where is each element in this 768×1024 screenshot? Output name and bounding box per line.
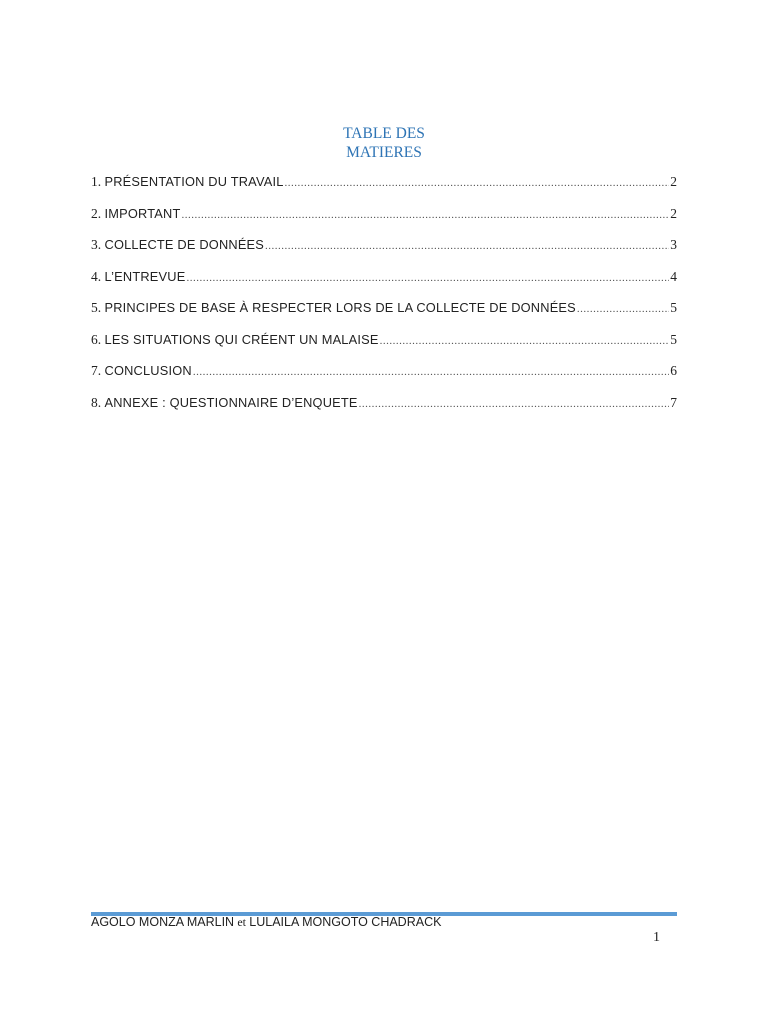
toc-entry[interactable] xyxy=(91,205,677,237)
toc-dot-leader xyxy=(577,300,669,318)
toc-entry-label xyxy=(91,236,264,254)
toc-dot-leader xyxy=(285,174,670,192)
toc-entry-label xyxy=(91,299,576,317)
toc-entry-page: 4 xyxy=(670,268,677,284)
toc-entry-page: 5 xyxy=(670,331,677,347)
toc-entry-label xyxy=(91,173,284,191)
toc-entry-text: PRÉSENTATION DU TRAVAIL xyxy=(104,174,284,189)
toc-entry-page: 3 xyxy=(670,237,677,252)
toc-entry[interactable] xyxy=(91,268,677,300)
toc-entry-number: 1. xyxy=(91,174,102,189)
toc-dot-leader xyxy=(265,237,669,255)
page-number: 1 xyxy=(653,930,660,945)
toc-title xyxy=(284,124,484,162)
toc-entry-page: 6 xyxy=(670,363,677,378)
toc-entry-page: 5 xyxy=(670,300,677,315)
toc-entry-number: 4. xyxy=(91,268,102,284)
toc-entry-page: 7 xyxy=(670,394,677,410)
toc-entry-text: IMPORTANT xyxy=(104,205,181,221)
toc-title-line1: TABLE DES xyxy=(343,125,425,142)
toc-entry-page: 2 xyxy=(670,205,677,221)
toc-entry-label xyxy=(91,268,185,286)
toc-entry-text: CONCLUSION xyxy=(104,363,192,378)
toc-entry-number: 2. xyxy=(91,205,102,221)
toc-entry-page: 2 xyxy=(670,174,677,189)
toc-dot-leader xyxy=(380,332,670,350)
footer-authors xyxy=(91,914,441,930)
toc-entry-number: 8. xyxy=(91,394,102,410)
toc-entry-label xyxy=(91,394,358,412)
toc-entry-label xyxy=(91,205,180,223)
toc-entry[interactable] xyxy=(91,173,677,205)
toc-entry-text: LES SITUATIONS QUI CRÉENT UN MALAISE xyxy=(104,331,379,347)
toc-title-line2: MATIERES xyxy=(346,144,422,161)
toc-entry[interactable] xyxy=(91,362,677,394)
toc-entry[interactable] xyxy=(91,331,677,363)
footer-conjunction: et xyxy=(237,915,247,929)
toc-dot-leader xyxy=(193,363,669,381)
footer-author-1: AGOLO MONZA MARLIN xyxy=(91,915,235,929)
toc-entry[interactable] xyxy=(91,394,677,426)
toc-dot-leader xyxy=(181,206,669,224)
toc-dot-leader xyxy=(359,395,670,413)
toc-entry-text: L’ENTREVUE xyxy=(104,268,186,284)
toc-entry-text: COLLECTE DE DONNÉES xyxy=(104,237,265,252)
toc-entry-label xyxy=(91,362,192,380)
toc-entry-text: PRINCIPES DE BASE À RESPECTER LORS DE LA COLLECTE DE DONNÉES xyxy=(104,300,576,315)
toc-entry-number: 5. xyxy=(91,300,102,315)
toc-entry-number: 3. xyxy=(91,237,102,252)
toc-dot-leader xyxy=(186,269,669,287)
toc-entry-number: 6. xyxy=(91,331,102,347)
toc-entry[interactable] xyxy=(91,299,677,331)
footer-author-2: LULAILA MONGOTO CHADRACK xyxy=(249,915,442,929)
toc-entry[interactable] xyxy=(91,236,677,268)
table-of-contents xyxy=(91,173,677,425)
toc-entry-label xyxy=(91,331,379,349)
toc-entry-text: ANNEXE : QUESTIONNAIRE D’ENQUETE xyxy=(104,394,358,410)
toc-entry-number: 7. xyxy=(91,363,102,378)
